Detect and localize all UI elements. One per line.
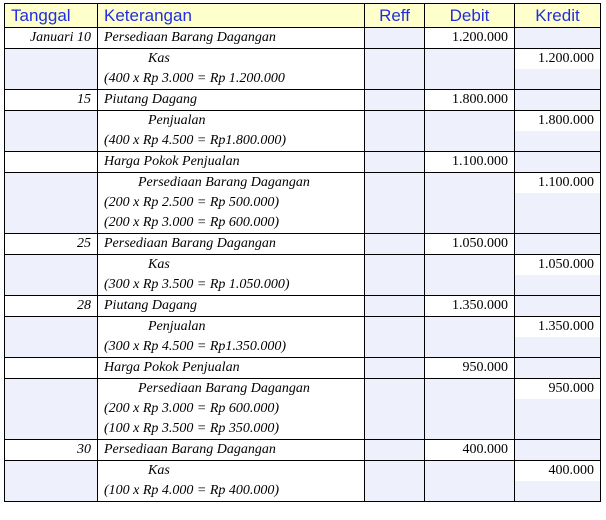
cell-tanggal [5, 461, 98, 482]
cell-reff [365, 481, 425, 502]
cell-keterangan-text: Penjualan [148, 319, 206, 334]
cell-kredit: 1.350.000 [515, 317, 601, 338]
cell-debit [425, 131, 515, 152]
cell-tanggal [5, 49, 98, 70]
cell-kredit [515, 90, 601, 111]
cell-tanggal [5, 379, 98, 400]
table-row [5, 461, 601, 482]
cell-kredit [515, 69, 601, 90]
cell-keterangan-text: Kas [148, 463, 170, 478]
cell-tanggal [5, 152, 98, 173]
cell-tanggal: 15 [5, 90, 98, 111]
cell-reff [365, 131, 425, 152]
cell-keterangan: (200 x Rp 3.000 = Rp 600.000) [98, 399, 365, 419]
cell-reff [365, 440, 425, 461]
cell-reff [365, 193, 425, 213]
cell-reff [365, 379, 425, 400]
cell-tanggal: 30 [5, 440, 98, 461]
cell-keterangan: Persediaan Barang Dagangan [98, 28, 365, 49]
cell-keterangan [98, 255, 365, 276]
cell-keterangan: (300 x Rp 3.500 = Rp 1.050.000) [98, 275, 365, 296]
cell-tanggal [5, 399, 98, 419]
cell-reff [365, 461, 425, 482]
cell-tanggal [5, 337, 98, 358]
table-row [5, 399, 601, 419]
cell-kredit: 1.050.000 [515, 255, 601, 276]
cell-debit [425, 69, 515, 90]
cell-tanggal [5, 111, 98, 132]
cell-debit [425, 275, 515, 296]
cell-kredit: 1.800.000 [515, 111, 601, 132]
header-reff: Reff [365, 4, 425, 28]
table-row [5, 69, 601, 90]
cell-debit: 1.050.000 [425, 234, 515, 255]
cell-kredit [515, 399, 601, 419]
cell-reff [365, 111, 425, 132]
cell-debit: 1.350.000 [425, 296, 515, 317]
cell-keterangan-text: Persediaan Barang Dagangan [138, 175, 310, 190]
cell-kredit [515, 419, 601, 440]
table-row [5, 234, 601, 255]
cell-reff [365, 152, 425, 173]
cell-reff [365, 69, 425, 90]
cell-kredit [515, 275, 601, 296]
cell-keterangan-text: Persediaan Barang Dagangan [138, 381, 310, 396]
cell-keterangan: Persediaan Barang Dagangan [98, 234, 365, 255]
cell-keterangan [98, 49, 365, 70]
cell-tanggal [5, 131, 98, 152]
table-row [5, 152, 601, 173]
table-row [5, 28, 601, 49]
cell-keterangan: (400 x Rp 3.000 = Rp 1.200.000 [98, 69, 365, 90]
cell-debit [425, 193, 515, 213]
cell-kredit: 1.200.000 [515, 49, 601, 70]
cell-tanggal: Januari 10 [5, 28, 98, 49]
cell-keterangan [98, 461, 365, 482]
cell-kredit [515, 193, 601, 213]
cell-debit [425, 255, 515, 276]
table-row [5, 317, 601, 338]
cell-kredit: 950.000 [515, 379, 601, 400]
cell-debit [425, 461, 515, 482]
cell-kredit [515, 296, 601, 317]
cell-reff [365, 173, 425, 194]
cell-reff [365, 255, 425, 276]
cell-debit: 1.200.000 [425, 28, 515, 49]
cell-debit [425, 399, 515, 419]
header-kredit: Kredit [515, 4, 601, 28]
cell-tanggal: 25 [5, 234, 98, 255]
cell-keterangan [98, 317, 365, 338]
cell-keterangan [98, 379, 365, 400]
cell-keterangan: (400 x Rp 4.500 = Rp1.800.000) [98, 131, 365, 152]
cell-kredit [515, 481, 601, 502]
cell-keterangan [98, 111, 365, 132]
table-row [5, 440, 601, 461]
cell-keterangan: Piutang Dagang [98, 296, 365, 317]
cell-keterangan: (300 x Rp 4.500 = Rp1.350.000) [98, 337, 365, 358]
table-row [5, 337, 601, 358]
cell-tanggal [5, 275, 98, 296]
cell-kredit [515, 337, 601, 358]
cell-tanggal [5, 213, 98, 234]
cell-keterangan: Harga Pokok Penjualan [98, 358, 365, 379]
table-row [5, 358, 601, 379]
cell-reff [365, 399, 425, 419]
journal-table [4, 3, 601, 502]
table-row [5, 419, 601, 440]
cell-reff [365, 275, 425, 296]
cell-reff [365, 90, 425, 111]
cell-debit [425, 213, 515, 234]
cell-tanggal [5, 69, 98, 90]
cell-debit [425, 317, 515, 338]
cell-keterangan: Persediaan Barang Dagangan [98, 440, 365, 461]
header-tanggal: Tanggal [5, 4, 98, 28]
table-row [5, 255, 601, 276]
cell-keterangan: (100 x Rp 3.500 = Rp 350.000) [98, 419, 365, 440]
cell-kredit [515, 358, 601, 379]
cell-kredit [515, 131, 601, 152]
cell-keterangan: (200 x Rp 3.000 = Rp 600.000) [98, 213, 365, 234]
cell-kredit [515, 213, 601, 234]
cell-tanggal [5, 317, 98, 338]
cell-reff [365, 28, 425, 49]
cell-debit [425, 111, 515, 132]
cell-kredit [515, 440, 601, 461]
table-row [5, 275, 601, 296]
cell-keterangan: (100 x Rp 4.000 = Rp 400.000) [98, 481, 365, 502]
cell-keterangan: (200 x Rp 2.500 = Rp 500.000) [98, 193, 365, 213]
cell-debit: 1.800.000 [425, 90, 515, 111]
header-row [5, 4, 601, 28]
cell-reff [365, 234, 425, 255]
table-row [5, 131, 601, 152]
table-row [5, 481, 601, 502]
cell-keterangan [98, 173, 365, 194]
cell-debit: 950.000 [425, 358, 515, 379]
cell-debit [425, 337, 515, 358]
cell-reff [365, 49, 425, 70]
cell-keterangan-text: Kas [148, 51, 170, 66]
table-row [5, 379, 601, 400]
cell-debit [425, 49, 515, 70]
cell-reff [365, 213, 425, 234]
cell-tanggal [5, 193, 98, 213]
cell-debit: 400.000 [425, 440, 515, 461]
table-row [5, 213, 601, 234]
journal-body [5, 28, 601, 502]
cell-reff [365, 317, 425, 338]
table-row [5, 111, 601, 132]
cell-debit: 1.100.000 [425, 152, 515, 173]
cell-reff [365, 419, 425, 440]
table-row [5, 173, 601, 194]
cell-debit [425, 379, 515, 400]
cell-reff [365, 337, 425, 358]
cell-kredit: 1.100.000 [515, 173, 601, 194]
table-row [5, 193, 601, 213]
cell-tanggal [5, 358, 98, 379]
cell-kredit [515, 234, 601, 255]
table-row [5, 49, 601, 70]
cell-tanggal: 28 [5, 296, 98, 317]
cell-keterangan-text: Penjualan [148, 113, 206, 128]
cell-debit [425, 481, 515, 502]
cell-kredit [515, 28, 601, 49]
cell-tanggal [5, 481, 98, 502]
cell-tanggal [5, 255, 98, 276]
cell-kredit: 400.000 [515, 461, 601, 482]
cell-kredit [515, 152, 601, 173]
cell-keterangan: Piutang Dagang [98, 90, 365, 111]
cell-reff [365, 358, 425, 379]
cell-keterangan-text: Kas [148, 257, 170, 272]
cell-keterangan: Harga Pokok Penjualan [98, 152, 365, 173]
cell-reff [365, 296, 425, 317]
cell-tanggal [5, 173, 98, 194]
table-row [5, 296, 601, 317]
cell-tanggal [5, 419, 98, 440]
header-keterangan: Keterangan [98, 4, 365, 28]
cell-debit [425, 419, 515, 440]
journal-header [5, 4, 601, 28]
header-debit: Debit [425, 4, 515, 28]
cell-debit [425, 173, 515, 194]
table-row [5, 90, 601, 111]
